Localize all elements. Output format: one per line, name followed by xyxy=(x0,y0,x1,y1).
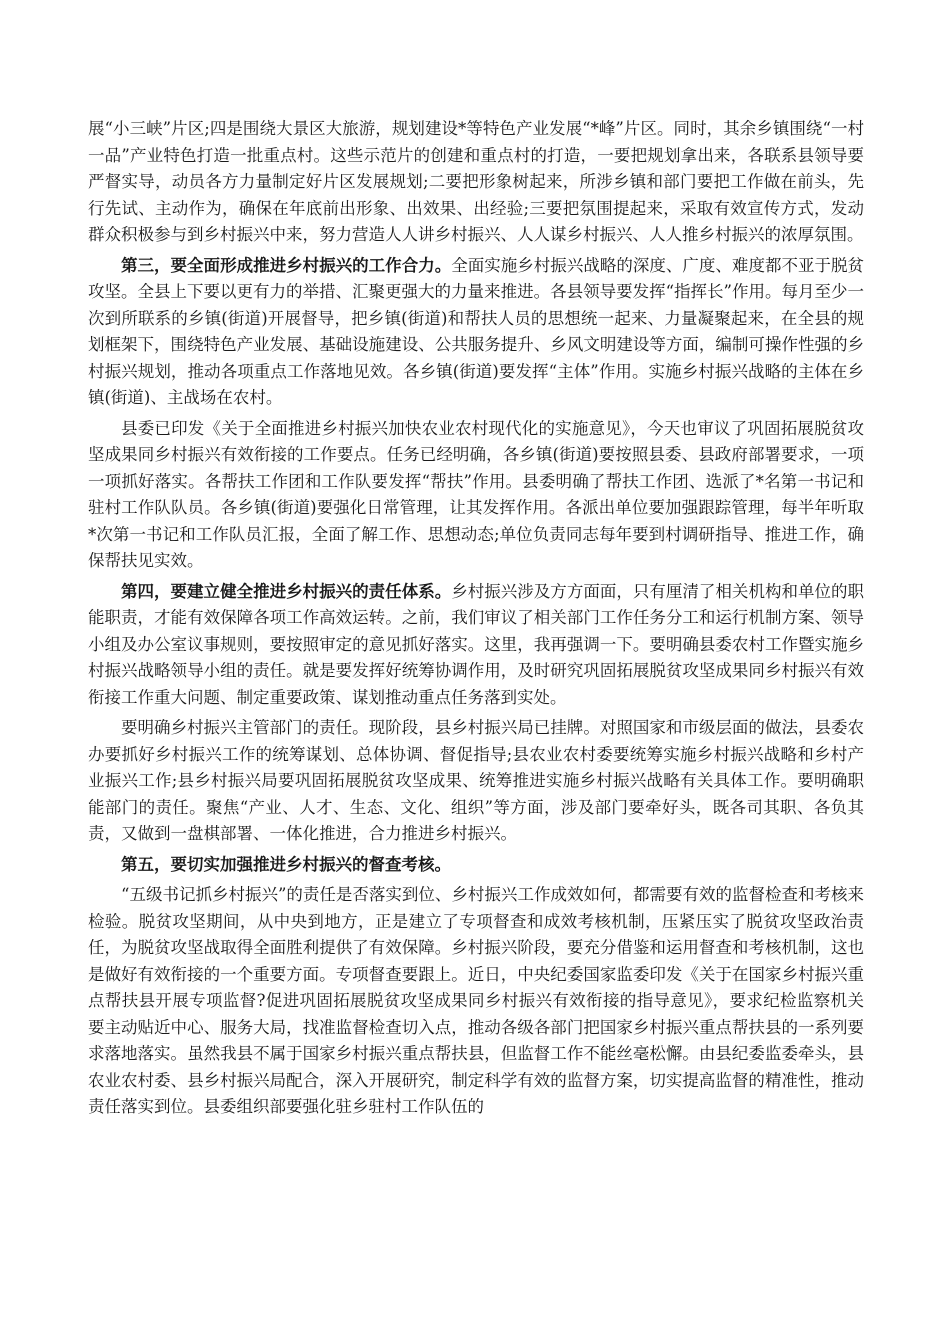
paragraph-4 xyxy=(88,579,864,712)
section-heading-4: 第四，要建立健全推进乡村振兴的责任体系。 xyxy=(121,581,452,601)
paragraph-1 xyxy=(88,116,864,249)
paragraph-7-text: “五级书记抓乡村振兴”的责任是否落实到位、乡村振兴工作成效如何，都需要有效的监督检查和考核来检验。脱贫攻坚期间，从中央到地方，正是建立了专项督查和成效考核机制，压紧压实了脱贫攻坚政治责任，为脱贫攻坚战取得全面胜利提供了有效保障。乡村振兴阶段，要充分借鉴和运用督查和考核机制，这也是做好有效衔接的一个重要方面。专项督查要跟上。近日，中央纪委国家监委印发《关于在国家乡村振兴重点帮扶县开展专项监督?促进巩固拓展脱贫攻坚成果同乡村振兴有效衔接的指导意见》，要求纪检监察机关要主动贴近中心、服务大局，找准监督检查切入点，推动各级各部门把国家乡村振兴重点帮扶县的一系列要求落地落实。虽然我县不属于国家乡村振兴重点帮扶县，但监督工作不能丝毫松懈。由县纪委监委牵头，县农业农村委、县乡村振兴局配合，深入开展研究，制定科学有效的监督方案，切实提高监督的精准性，推动责任落实到位。县委组织部要强化驻乡驻村工作队伍的 xyxy=(88,885,864,1116)
paragraph-2-text: 全面实施乡村振兴战略的深度、广度、难度都不亚于脱贫攻坚。全县上下要以更有力的举措、汇聚更强大的力量来推进。各县领导要发挥“指挥长”作用。每月至少一次到所联系的乡镇(街道)开展督导，把乡镇(街道)和帮扶人员的思想统一起来、力量凝聚起来，在全县的规划框架下，围绕特色产业发展、基础设施建设、公共服务提升、乡风文明建设等方面，编制可操作性强的乡村振兴规划，推动各项重点工作落地见效。各乡镇(街道)要发挥“主体”作用。实施乡村振兴战略的主体在乡镇(街道)、主战场在农村。 xyxy=(88,255,865,407)
paragraph-4-text: 乡村振兴涉及方方面面，只有厘清了相关机构和单位的职能职责，才能有效保障各项工作高效运转。之前，我们审议了相关部门工作任务分工和运行机制方案、领导小组及办公室议事规则，要按照审定的意见抓好落实。这里，我再强调一下。要明确县委农村工作暨实施乡村振兴战略领导小组的责任。就是要发挥好统筹协调作用，及时研究巩固拓展脱贫攻坚成果同乡村振兴有效衔接工作重大问题、制定重要政策、谋划推动重点任务落到实处。 xyxy=(88,581,865,707)
document-page xyxy=(88,116,864,1125)
paragraph-5 xyxy=(88,715,864,848)
paragraph-3 xyxy=(88,416,864,575)
paragraph-2 xyxy=(88,253,864,412)
section-heading-5: 第五，要切实加强推进乡村振兴的督查考核。 xyxy=(121,854,451,874)
paragraph-7 xyxy=(88,882,864,1121)
section-heading-3: 第三，要全面形成推进乡村振兴的工作合力。 xyxy=(121,255,452,275)
paragraph-3-text: 县委已印发《关于全面推进乡村振兴加快农业农村现代化的实施意见》，今天也审议了巩固拓展脱贫攻坚成果同乡村振兴有效衔接的工作要点。任务已经明确，各乡镇(街道)要按照县委、县政府部署要求，一项一项抓好落实。各帮扶工作团和工作队要发挥“帮扶”作用。县委明确了帮扶工作团、选派了*名第一书记和驻村工作队队员。各乡镇(街道)要强化日常管理，让其发挥作用。各派出单位要加强跟踪管理，每半年听取*次第一书记和工作队员汇报，全面了解工作、思想动态;单位负责同志每年要到村调研指导、推进工作，确保帮扶见实效。 xyxy=(88,418,864,570)
paragraph-6 xyxy=(88,852,864,879)
paragraph-5-text: 要明确乡村振兴主管部门的责任。现阶段，县乡村振兴局已挂牌。对照国家和市级层面的做法，县委农办要抓好乡村振兴工作的统筹谋划、总体协调、督促指导;县农业农村委要统筹实施乡村振兴战略和乡村产业振兴工作;县乡村振兴局要巩固拓展脱贫攻坚成果、统筹推进实施乡村振兴战略有关具体工作。要明确职能部门的责任。聚焦“产业、人才、生态、文化、组织”等方面，涉及部门要牵好头，既各司其职、各负其责，又做到一盘棋部署、一体化推进，合力推进乡村振兴。 xyxy=(88,718,864,843)
paragraph-1-text: 展“小三峡”片区;四是围绕大景区大旅游，规划建设*等特色产业发展“*峰”片区。同时，其余乡镇围绕“一村一品”产业特色打造一批重点村。这些示范片的创建和重点村的打造，一要把规划拿出来，各联系县领导要严督实导，动员各方力量制定好片区发展规划;二要把形象树起来，所涉乡镇和部门要把工作做在前头，先行先试、主动作为，确保在年底前出形象、出效果、出经验;三要把氛围提起来，采取有效宣传方式，发动群众积极参与到乡村振兴中来，努力营造人人讲乡村振兴、人人谋乡村振兴、人人推乡村振兴的浓厚氛围。 xyxy=(88,119,864,244)
